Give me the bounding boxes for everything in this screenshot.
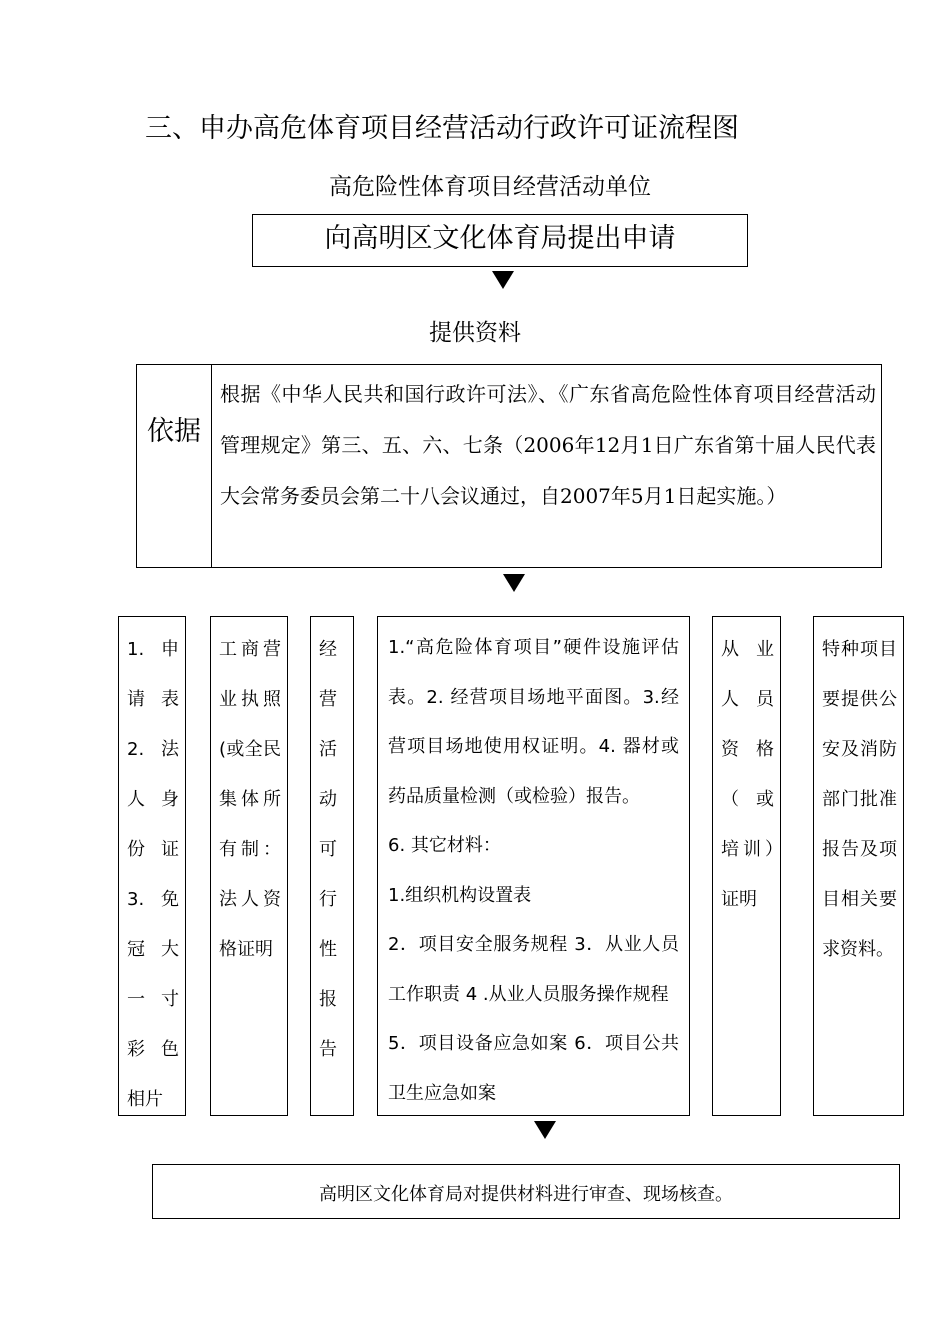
material-text: 从业人员资格（或培训）证明	[721, 639, 774, 910]
material-line: 2．项目安全服务规程 3．从业人员工作职责 4 .从业人员服务操作规程	[388, 934, 679, 1005]
apply-step-box	[252, 214, 748, 267]
provide-materials-label: 提供资料	[429, 320, 521, 346]
review-step-text: 高明区文化体育局对提供材料进行审查、现场核查。	[319, 1184, 733, 1205]
material-text-group	[388, 623, 679, 1118]
material-staff-qualification	[712, 616, 781, 1116]
material-text: 经营活动可行性报告	[319, 639, 337, 1060]
material-line: 1.“高危险体育项目”硬件设施评估表。2. 经营项目场地平面图。3.经营项目场地使用权证明。4. 器材或药品质量检测（或检验）报告。	[388, 637, 679, 807]
material-business-license	[210, 616, 288, 1116]
material-facility-documents	[377, 616, 690, 1116]
page-title: 三、申办高危体育项目经营活动行政许可证流程图	[145, 113, 739, 144]
basis-text: 根据《中华人民共和国行政许可法》、《广东省高危险性体育项目经营活动管理规定》第三、五、六、七条（2006年12月1日广东省第十届人民代表大会常务委员会第二十八会议通过，自2007年5月1日起实施。）	[220, 382, 876, 508]
material-text: 1. 申请表 2.法人身份证 3.免冠大一寸彩色相片	[127, 639, 179, 1110]
applicant-label: 高危险性体育项目经营活动单位	[329, 174, 651, 200]
arrow-down-icon	[492, 271, 514, 289]
arrow-down-icon	[534, 1121, 556, 1139]
material-application-form	[118, 616, 186, 1116]
material-text: 特种项目要提供公安及消防部门批准报告及项目相关要求资料。	[822, 639, 897, 960]
material-line: 5．项目设备应急如案 6．项目公共卫生应急如案	[388, 1033, 679, 1104]
material-special-approval	[813, 616, 904, 1116]
arrow-down-icon	[503, 574, 525, 592]
basis-label: 依据	[137, 365, 212, 567]
material-text: 工商营业执照(或全民集体所有制：法人资格证明	[219, 639, 281, 960]
apply-step-text: 向高明区文化体育局提出申请	[324, 223, 676, 254]
material-line: 6. 其它材料：	[388, 835, 501, 856]
basis-box	[136, 364, 882, 568]
material-line: 1.组织机构设置表	[388, 884, 532, 906]
review-step-box	[152, 1164, 900, 1219]
material-feasibility-report	[310, 616, 354, 1116]
